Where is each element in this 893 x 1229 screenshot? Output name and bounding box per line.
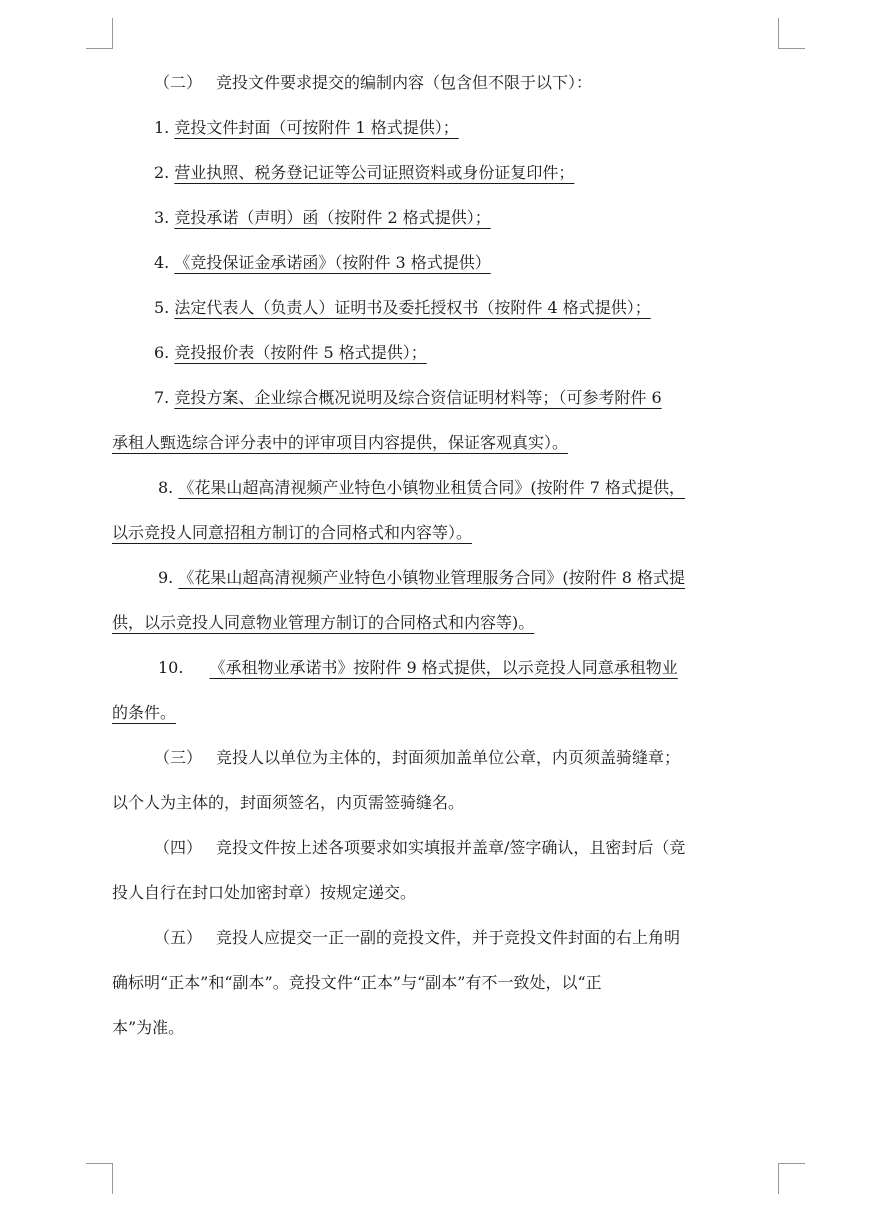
list-item [112,285,776,330]
list-item [112,330,776,375]
document-body [112,60,776,1050]
list-item [112,150,776,195]
item-text: 竞投报价表（按附件 5 格式提供）； [174,343,427,362]
list-item [112,465,776,555]
list-item [112,555,776,645]
list-item [112,645,776,735]
paragraph-line-2: 确标明“正本”和“副本”。竞投文件“正本”与“副本”有不一致处，以“正 [112,973,602,992]
item-text-line-1: 《花果山超高清视频产业特色小镇物业管理服务合同》(按附件 8 格式提 [178,568,685,587]
list-item [112,105,776,150]
corner-mark-bottom-left [86,1163,113,1194]
item-number: 8. [158,478,174,497]
item-text: 竞投承诺（声明）函（按附件 2 格式提供）； [174,208,491,227]
item-number: 3. [154,208,170,227]
section-3-paragraph [112,735,776,825]
section-2-heading [112,60,776,105]
item-number: 6. [154,343,170,362]
item-number: 5. [154,298,170,317]
section-label: （三） [154,748,203,767]
item-text-line-1: 《承租物业承诺书》按附件 9 格式提供，以示竞投人同意承租物业 [209,658,678,677]
paragraph-line-1: 竞投人以单位为主体的，封面须加盖单位公章，内页须盖骑缝章； [216,748,681,767]
section-text: 竞投文件要求提交的编制内容（包含但不限于以下）： [216,73,593,92]
paragraph-line-2: 以个人为主体的，封面须签名，内页需签骑缝名。 [112,793,465,812]
item-text-line-2: 的条件。 [112,703,177,722]
paragraph-line-1: 竞投文件按上述各项要求如实填报并盖章/签字确认，且密封后（竞 [216,838,686,857]
item-text: 竞投文件封面（可按附件 1 格式提供）； [174,118,459,137]
item-text-line-2: 以示竞投人同意招租方制订的合同格式和内容等）。 [112,523,473,542]
item-number: 4. [154,253,170,272]
item-number: 1. [154,118,170,137]
item-number: 2. [154,163,170,182]
corner-mark-top-left [86,18,113,49]
paragraph-line-2: 投人自行在封口处加密封章）按规定递交。 [112,883,417,902]
item-number: 10. [158,658,184,677]
item-text-line-1: 《花果山超高清视频产业特色小镇物业租赁合同》(按附件 7 格式提供， [178,478,685,497]
item-number: 7. [154,388,170,407]
paragraph-line-1: 竞投人应提交一正一副的竞投文件，并于竞投文件封面的右上角明 [216,928,681,947]
item-number: 9. [158,568,174,587]
item-text-line-2: 供，以示竞投人同意物业管理方制订的合同格式和内容等)。 [112,613,535,632]
section-label: （四） [154,838,203,857]
section-label: （二） [154,73,203,92]
section-4-paragraph [112,825,776,915]
item-text-line-2: 承租人甄选综合评分表中的评审项目内容提供，保证客观真实）。 [112,433,569,452]
section-5-paragraph [112,915,776,1050]
item-text: 营业执照、税务登记证等公司证照资料或身份证复印件； [174,163,575,182]
corner-mark-bottom-right [778,1163,805,1194]
item-text: 法定代表人（负责人）证明书及委托授权书（按附件 4 格式提供）； [174,298,651,317]
list-item [112,195,776,240]
paragraph-line-3: 本”为准。 [112,1018,185,1037]
item-text-line-1: 竞投方案、企业综合概况说明及综合资信证明材料等；（可参考附件 6 [174,388,662,407]
list-item [112,240,776,285]
corner-mark-top-right [778,18,805,49]
section-label: （五） [154,928,203,947]
list-item [112,375,776,465]
item-text: 《竞投保证金承诺函》（按附件 3 格式提供） [174,253,491,272]
